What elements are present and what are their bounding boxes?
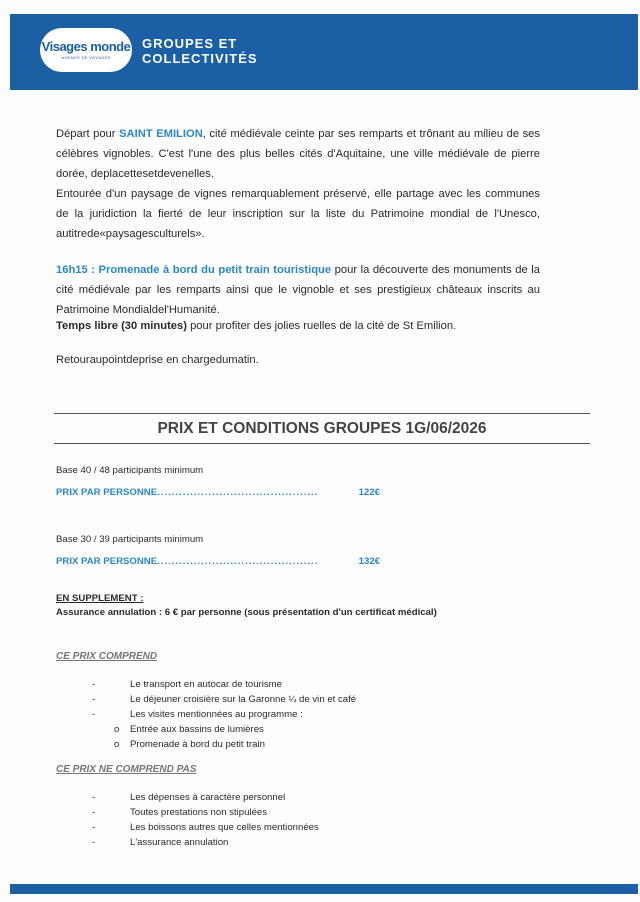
circle-marker: o <box>114 724 120 735</box>
divider-bottom <box>54 443 590 444</box>
dash-marker: - <box>92 679 96 690</box>
dash-marker: - <box>92 792 96 803</box>
free-time-rest: pour profiter des jolies ruelles de la cité de St Emilion. <box>186 320 457 332</box>
free-time-paragraph <box>56 316 540 336</box>
price-label-2: PRIX PAR PERSONNE <box>56 556 158 567</box>
excludes-item-text: Les dépenses à caractère personnel <box>130 792 286 803</box>
logo-subtext: AGENCE DE VOYAGES <box>61 54 111 60</box>
header-banner <box>10 14 638 90</box>
supplement-title: EN SUPPLEMENT : <box>56 593 144 604</box>
agency-logo <box>40 28 132 72</box>
includes-subitem <box>114 739 265 750</box>
includes-item <box>92 709 303 720</box>
includes-subitem-text: Entrée aux bassins de lumières <box>130 724 264 735</box>
circle-marker: o <box>114 739 120 750</box>
price-row-2 <box>56 556 380 567</box>
destination-name: SAINT EMILION <box>119 128 203 140</box>
footer-bar <box>10 884 638 894</box>
intro-rest: , cité médiévale ceinte par ses remparts et trônant au milieu de ses célèbres vignobles. C'est l'une des plus belles cités d'Aquitaine, une ville médiévale de pierre dorée, deplacettesetdevenelles. <box>56 128 541 180</box>
price-value-2: 132€ <box>358 556 380 567</box>
excludes-item <box>92 822 319 833</box>
dash-marker: - <box>92 822 96 833</box>
dash-marker: - <box>92 694 96 705</box>
dash-marker: - <box>92 837 96 848</box>
price-value-1: 122€ <box>358 487 380 498</box>
includes-item-text: Les visites mentionnées au programme : <box>130 709 303 720</box>
header-title <box>142 36 258 66</box>
intro-prefix: Départ pour <box>56 128 120 140</box>
train-paragraph <box>56 260 540 320</box>
excludes-item <box>92 792 285 803</box>
excludes-title: CE PRIX NE COMPREND PAS <box>56 764 197 775</box>
base-1: Base 40 / 48 participants minimum <box>56 465 204 476</box>
price-leader-1: ............................................ <box>157 487 319 498</box>
intro-paragraph-1 <box>56 124 540 184</box>
includes-title: CE PRIX COMPREND <box>56 651 158 662</box>
intro-paragraph-2: Entourée d'un paysage de vignes remarquablement préservé, elle partage avec les communes de la juridiction la fierté de leur inscription sur la liste du Patrimoine mondial de l'Unesco, autitrede«paysagesculturels». <box>56 188 540 240</box>
train-rest: pour la découverte des monuments de la cité médiévale par les remparts ainsi que le vignoble et ses prestigieux châteaux inscrits au Patrimoine Mondialdel'Humanité. <box>56 264 540 316</box>
price-label-1: PRIX PAR PERSONNE <box>56 487 158 498</box>
return-paragraph: Retouraupointdeprise en chargedumatin. <box>56 354 259 366</box>
header-title-line2: COLLECTIVITÉS <box>142 51 258 66</box>
excludes-item-text: Les boissons autres que celles mentionnées <box>130 822 319 833</box>
includes-item <box>92 679 282 690</box>
dash-marker: - <box>92 709 96 720</box>
includes-subitem-text: Promenade à bord du petit train <box>130 739 265 750</box>
excludes-item <box>92 837 228 848</box>
dash-marker: - <box>92 807 96 818</box>
includes-item-text: Le déjeuner croisière sur la Garonne ¼ de vin et café <box>130 694 357 705</box>
price-row-1 <box>56 487 380 498</box>
logo-text: Visages monde <box>41 38 131 54</box>
supplement-text: Assurance annulation : 6 € par personne (sous présentation d'un certificat médical) <box>56 607 437 618</box>
free-time-label: Temps libre (30 minutes) <box>56 320 187 332</box>
excludes-item <box>92 807 267 818</box>
conditions-title: PRIX ET CONDITIONS GROUPES 1G/06/2026 <box>157 420 487 437</box>
excludes-item-text: Toutes prestations non stipulées <box>130 807 268 818</box>
excludes-item-text: L'assurance annulation <box>130 837 229 848</box>
includes-item <box>92 694 356 705</box>
base-2: Base 30 / 39 participants minimum <box>56 534 204 545</box>
header-title-line1: GROUPES ET <box>142 36 238 51</box>
includes-item-text: Le transport en autocar de tourisme <box>130 679 282 690</box>
price-leader-2: ............................................ <box>157 556 319 567</box>
includes-subitem <box>114 724 264 735</box>
train-highlight: 16h15 : Promenade à bord du petit train touristique <box>56 264 332 276</box>
divider-top <box>54 413 590 414</box>
